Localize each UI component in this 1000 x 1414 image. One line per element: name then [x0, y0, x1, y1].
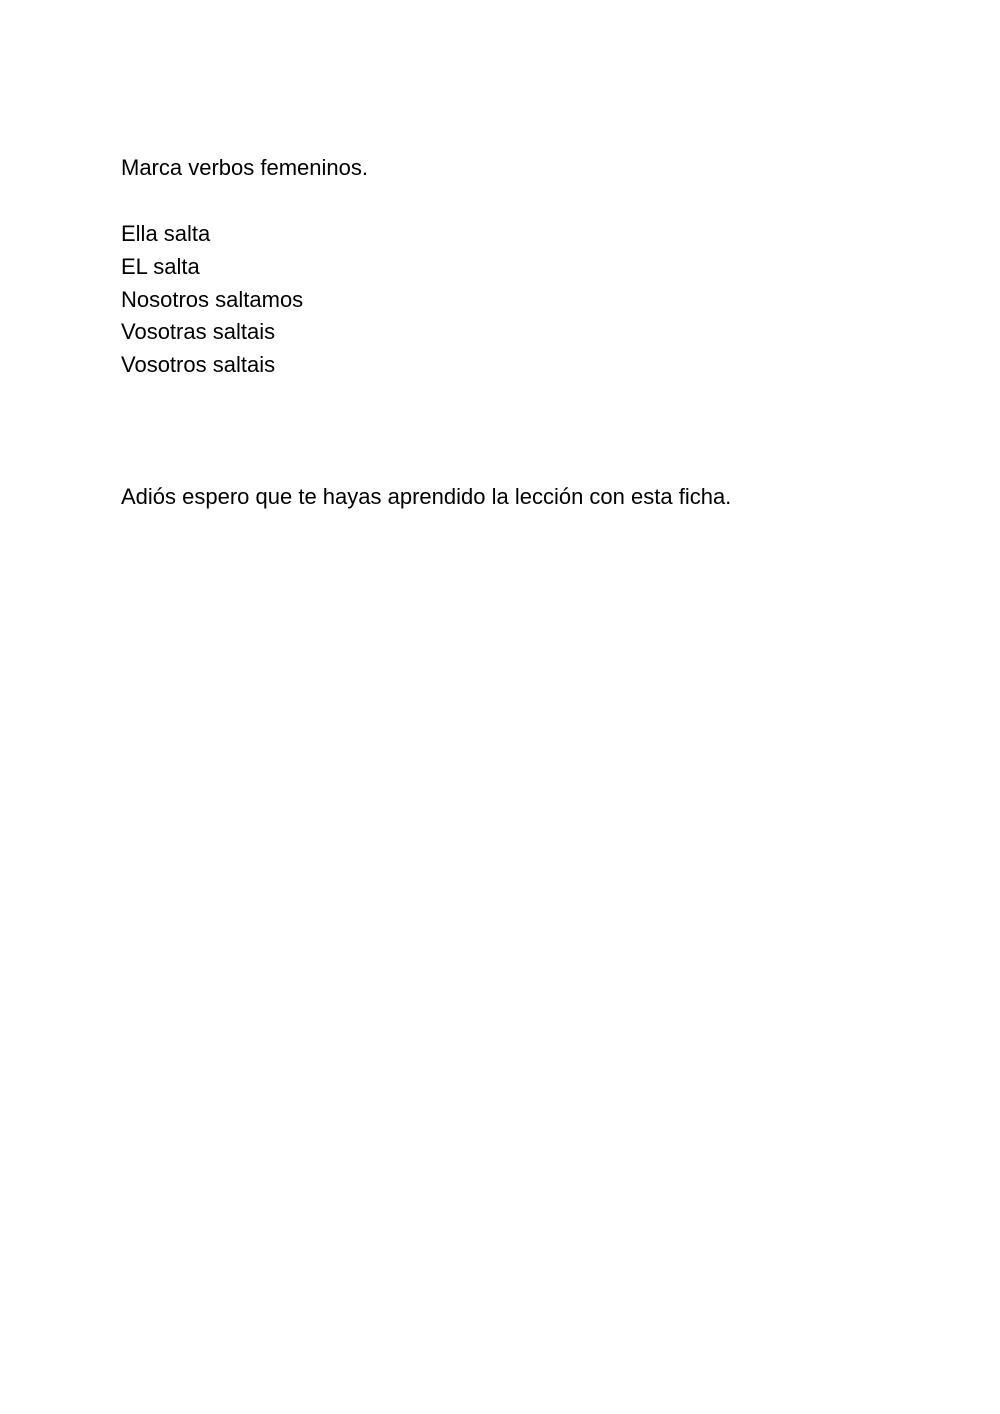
closing-text: Adiós espero que te hayas aprendido la lección con esta ficha. — [121, 484, 732, 509]
option-item[interactable]: Nosotros saltamos — [121, 286, 304, 312]
option-item[interactable]: EL salta — [121, 253, 200, 279]
option-item[interactable]: Vosotras saltais — [121, 319, 276, 345]
instruction-text: Marca verbos femeninos. — [121, 155, 368, 180]
option-item[interactable]: Vosotros saltais — [121, 352, 276, 378]
option-item[interactable]: Ella salta — [121, 221, 211, 246]
options-list — [121, 218, 303, 382]
